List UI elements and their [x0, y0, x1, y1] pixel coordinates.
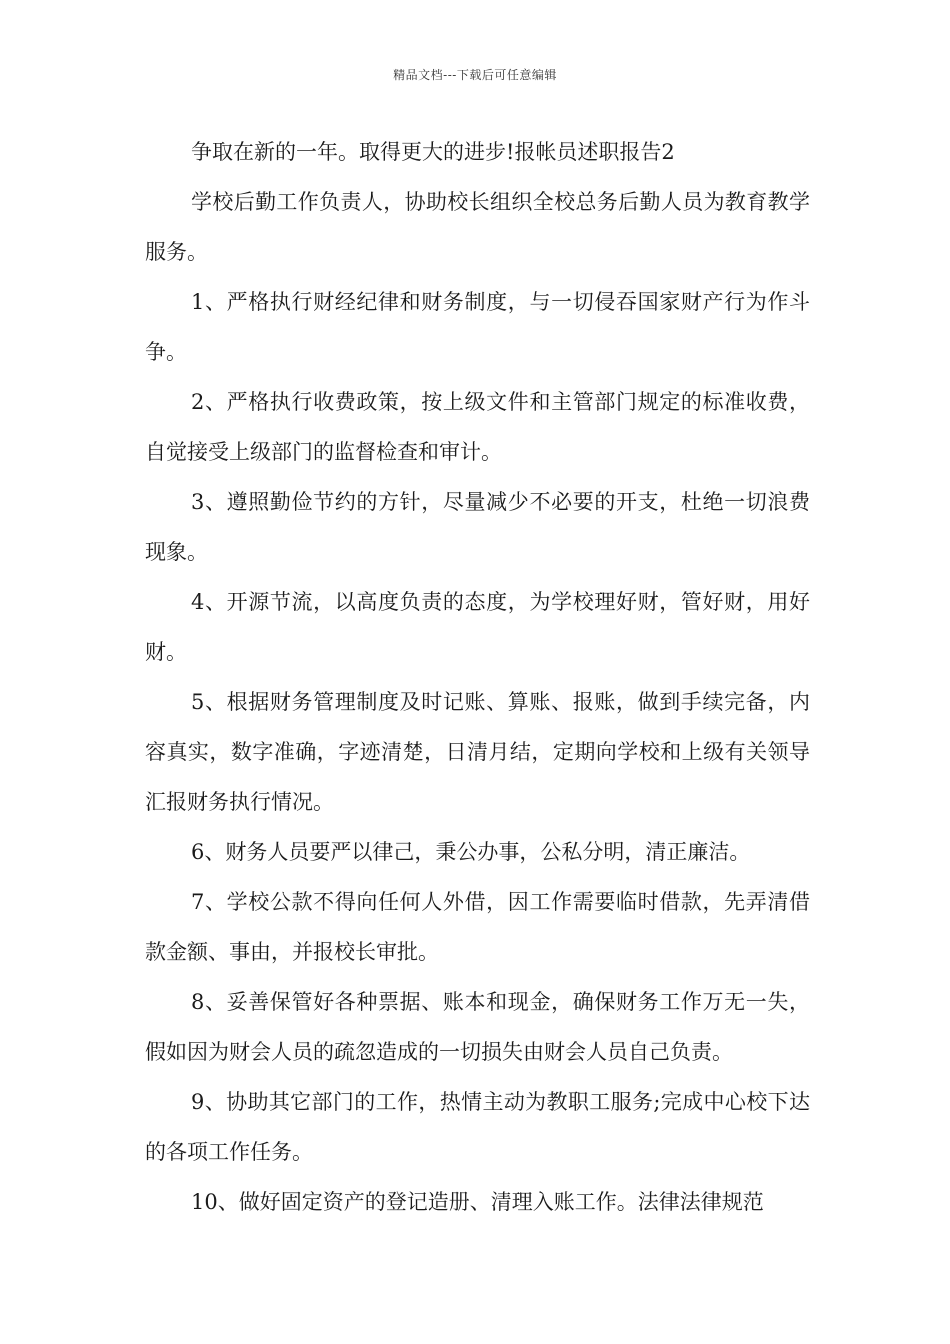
paragraph-item-7: 7、学校公款不得向任何人外借，因工作需要临时借款，先弄清借款金额、事由，并报校长审批。	[145, 890, 810, 964]
paragraph-item-9: 9、协助其它部门的工作，热情主动为教职工服务;完成中心校下达的各项工作任务。	[145, 1090, 810, 1164]
paragraph-item-2: 2、严格执行收费政策，按上级文件和主管部门规定的标准收费，自觉接受上级部门的监督检查和审计。	[145, 390, 810, 464]
paragraph-item-10: 10、做好固定资产的登记造册、清理入账工作。法律法律规范	[191, 1190, 764, 1214]
paragraph-item-8: 8、妥善保管好各种票据、账本和现金，确保财务工作万无一失，假如因为财会人员的疏忽造成的一切损失由财会人员自己负责。	[145, 990, 810, 1064]
paragraph-item-3: 3、遵照勤俭节约的方针，尽量减少不必要的开支，杜绝一切浪费现象。	[145, 490, 810, 564]
paragraph-item-4: 4、开源节流，以高度负责的态度，为学校理好财，管好财，用好财。	[145, 590, 810, 664]
paragraph-item-6: 6、财务人员要严以律己，秉公办事，公私分明，清正廉洁。	[191, 840, 751, 864]
paragraph-item-5: 5、根据财务管理制度及时记账、算账、报账，做到手续完备，内容真实，数字准确，字迹清楚，日清月结，定期向学校和上级有关领导汇报财务执行情况。	[145, 690, 810, 814]
document-body	[145, 127, 810, 1227]
paragraph-intro: 争取在新的一年。取得更大的进步!报帐员述职报告2	[191, 140, 675, 164]
paragraph-role: 学校后勤工作负责人，协助校长组织全校总务后勤人员为教育教学服务。	[145, 190, 810, 264]
paragraph-item-1: 1、严格执行财经纪律和财务制度，与一切侵吞国家财产行为作斗争。	[145, 290, 810, 364]
page-header: 精品文档---下载后可任意编辑	[393, 68, 557, 82]
